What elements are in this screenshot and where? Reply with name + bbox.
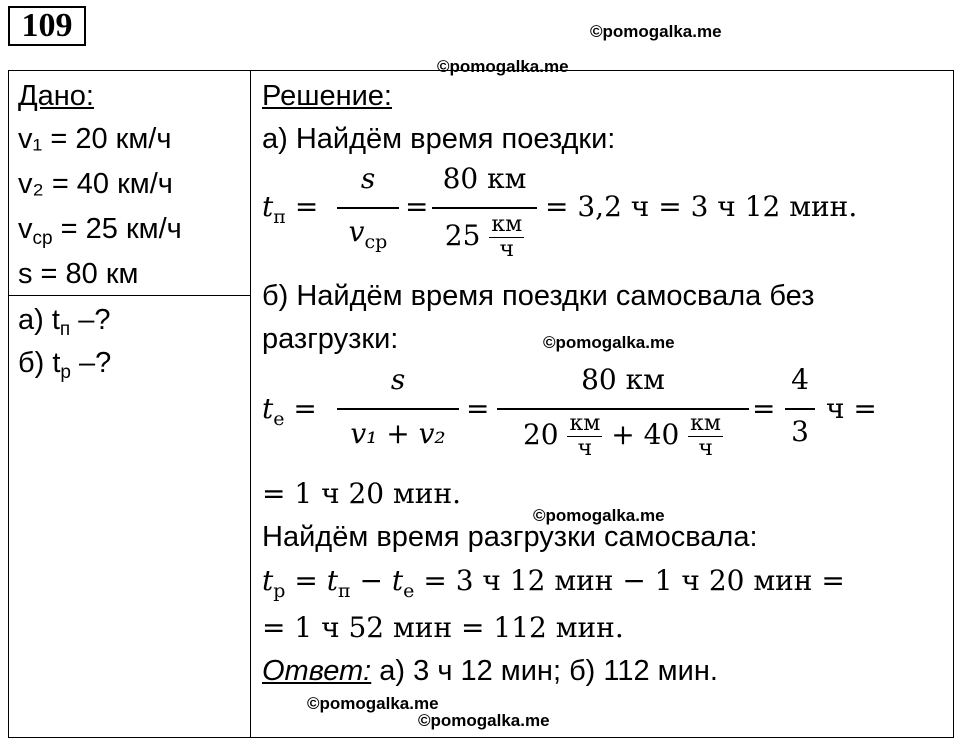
watermark: ©pomogalka.me (307, 694, 439, 713)
given-divider (8, 295, 251, 296)
given-title: Дано: (18, 80, 94, 112)
part-b-heading-line2: разгрузки: (262, 323, 399, 355)
solution-title: Решение: (262, 80, 392, 112)
answer: Ответ: а) 3 ч 12 мин; б) 112 мин. (262, 655, 718, 687)
problem-number: 109 (8, 6, 86, 46)
find-b: б) $t_р$ –? (18, 347, 112, 383)
given-s: s = 80 км (18, 258, 139, 290)
given-vcp: $v_{ср} = 25$ км/ч (18, 213, 182, 249)
part-a-heading: а) Найдём время поездки: (262, 123, 616, 155)
column-divider (250, 70, 251, 738)
watermark: ©pomogalka.me (590, 22, 722, 41)
answer-label: Ответ: (262, 655, 372, 687)
watermark: ©pomogalka.me (418, 711, 550, 730)
part-b-heading-line1: б) Найдём время поездки самосвала без (262, 280, 815, 312)
given-v2: v₂ = 40 км/ч (18, 168, 173, 200)
given-v1: v₁ = 20 км/ч (18, 123, 172, 155)
watermark: ©pomogalka.me (437, 57, 569, 76)
unload-heading: Найдём время разгрузки самосвала: (262, 521, 758, 553)
watermark: ©pomogalka.me (543, 333, 675, 352)
watermark: ©pomogalka.me (533, 506, 665, 525)
find-a: а) $t_п$ –? (18, 304, 111, 340)
